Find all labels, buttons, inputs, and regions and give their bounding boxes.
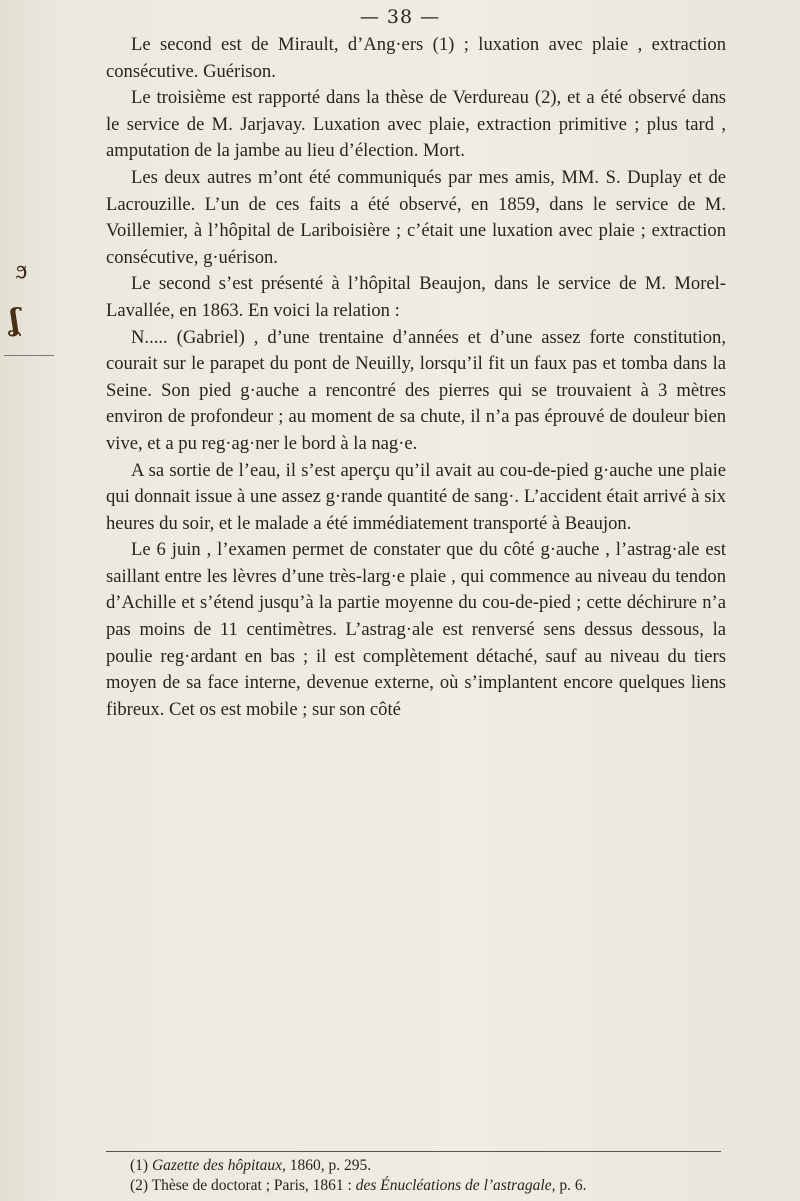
margin-line xyxy=(4,355,54,356)
margin-stain-marks xyxy=(4,255,64,395)
paragraph: Le 6 juin , l’examen permet de constater que du côté g·auche , l’astrag·ale est saillant entre les lèvres d’une très-larg·e plaie , qui commence au niveau du tendon d’Achille et s’étend jusqu’à la partie moyenne du cou-de-pied ; cette déchirure n’a pas moins de 11 centimètres. L’astrag·ale est renversé sens dessus dessous, la poulie reg·ardant en bas ; il est complètement détaché, sauf au niveau du tiers moyen de sa face interne, devenue externe, où s’implantent encore quelques liens fibreux. Cet os est mobile ; sur son côté xyxy=(106,539,726,720)
footnotes xyxy=(130,1156,730,1196)
footnote-source-title: Gazette des hôpitaux, xyxy=(151,1157,286,1174)
footnote-citation: p. 6. xyxy=(555,1177,587,1194)
footnote-text: Thèse de doctorat ; Paris, 1861 : xyxy=(148,1177,356,1194)
paragraph: A sa sortie de l’eau, il s’est aperçu qu’il avait au cou-de-pied g·auche une plaie qui donnait issue à une assez g·rande quantité de sang·. L’accident était arrivé à six heures du soir, et le malade a été immédiatement transporté à Beaujon. xyxy=(106,459,726,534)
ink-mark-icon: ʆ xyxy=(10,303,20,338)
footnote-source-title: des Énucléations de l’astragale, xyxy=(355,1177,556,1194)
footnote-number: (1) xyxy=(130,1157,149,1174)
footnote-divider xyxy=(106,1151,721,1152)
paragraph: Le second est de Mirault, d’Ang·ers (1) ; luxation avec plaie , extraction consécutive. Guérison. xyxy=(106,34,726,82)
page-number: — 38 — xyxy=(359,6,441,28)
footnote-citation: 1860, p. 295. xyxy=(285,1157,372,1174)
footnote xyxy=(130,1156,730,1176)
paragraph: Le troisième est rapporté dans la thèse de Verdureau (2), et a été observé dans le service de M. Jarjavay. Luxation avec plaie, extraction primitive ; plus tard , amputation de la jambe au lieu d’élection. Mort. xyxy=(106,87,726,162)
footnote-number: (2) xyxy=(130,1177,149,1194)
footnote xyxy=(130,1176,730,1196)
paragraph: N..... (Gabriel) , d’une trentaine d’années et d’une assez forte constitution, courait sur le parapet du pont de Neuilly, lorsqu’il fit un faux pas et tomba dans la Seine. Son pied g·auche a rencontré des pierres qui se trouvaient à 3 mètres environ de profondeur ; au moment de sa chute, il n’a pas éprouvé de douleur bien vive, et a pu reg·ag·ner le bord à la nag·e. xyxy=(106,326,726,454)
paragraph: Le second s’est présenté à l’hôpital Beaujon, dans le service de M. Morel-Lavallée, en 1863. En voici la relation : xyxy=(106,273,726,321)
ink-mark-icon: ϧ xyxy=(16,255,28,285)
paragraph: Les deux autres m’ont été communiqués par mes amis, MM. S. Duplay et de Lacrouzille. L’un de ces faits a été observé, en 1859, dans le service de M. Voillemier, à l’hôpital de Lariboisière ; c’était une luxation avec plaie ; extraction consécutive, g·uérison. xyxy=(106,166,726,268)
body-text xyxy=(106,32,726,723)
